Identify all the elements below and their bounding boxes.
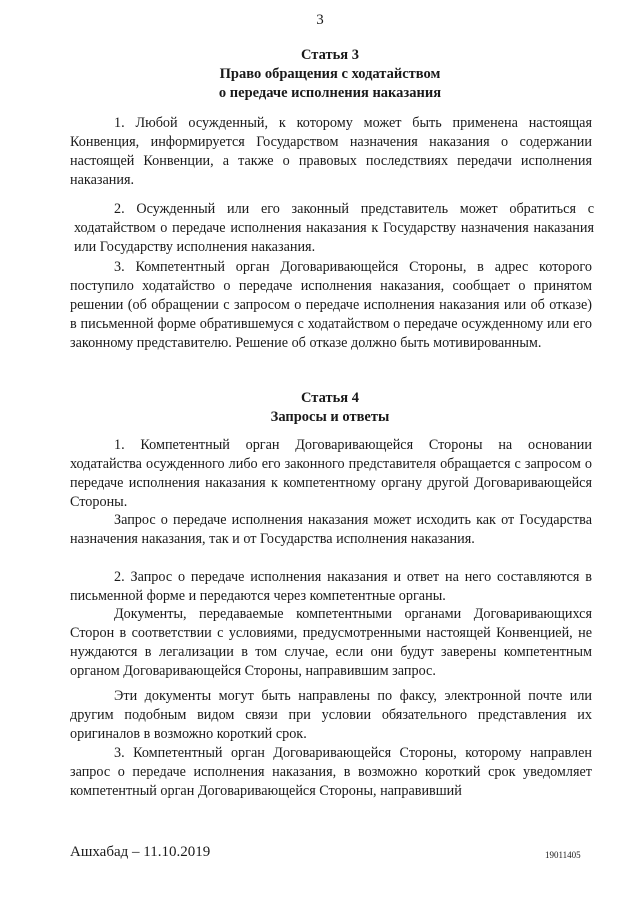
article-3-paragraph-3: 3. Компетентный орган Договаривающейся Стороны, в адрес которого поступило ходатайство о передаче исполнения наказания, сообщает о принятом решении (об обращении с запросом о передаче исполнения наказания или об отказе) в письменной форме обратившемуся с ходатайством о передаче осужденному или его законному представителю. Решение об отказе должно быть мотивированным. [70,259,592,351]
article-4-paragraph-6: 3. Компетентный орган Договаривающейся Стороны, которому направлен запрос о передаче исполнения наказания, в возможно короткий срок уведомляет компетентный орган Договаривающейся Стороны, направивший [70,745,592,799]
footer-document-code: 19011405 [545,850,581,860]
article-4-paragraph-5: Эти документы могут быть направлены по факсу, электронной почте или другим подобным видом связи при условии обязательного представления их оригиналов в возможно короткий срок. [70,688,592,742]
article-4-paragraph-4: Документы, передаваемые компетентными органами Договаривающихся Сторон в соответствии с условиями, предусмотренными настоящей Конвенцией, не нуждаются в легализации в том случае, если они будут заверены компетентным органом Договаривающейся Стороны, направившим запрос. [70,606,592,679]
article-4-paragraph-3: 2. Запрос о передаче исполнения наказания и ответ на него составляются в письменной форме и передаются через компетентные органы. [70,569,592,604]
page-number: 3 [316,12,324,28]
article-3-title-line1: Право обращения с ходатайством [219,66,441,82]
article-4-heading [60,389,600,427]
article-3-paragraph-2: 2. Осужденный или его законный представитель может обратиться с ходатайством о передаче исполнения наказания к Государству назначения наказания или Государству исполнения наказания. [74,201,594,255]
article-3-heading [60,46,600,103]
footer-place-date: Ашхабад – 11.10.2019 [70,844,211,860]
article-3-title-line2: о передаче исполнения наказания [218,85,442,101]
article-4-title: Запросы и ответы [270,409,390,425]
article-3-number: Статья 3 [301,47,359,63]
article-4-paragraph-1: 1. Компетентный орган Договаривающейся Стороны на основании ходатайства осужденного либо его законного представителя обращается с запросом о передаче исполнения наказания к компетентному органу другой Договаривающейся Стороны. [70,437,592,510]
article-3-paragraph-1: 1. Любой осужденный, к которому может быть применена настоящая Конвенция, информируется Государством назначения наказания о содержании настоящей Конвенции, а также о правовых последствиях передачи исполнения наказания. [70,115,592,188]
article-4-paragraph-2: Запрос о передаче исполнения наказания может исходить как от Государства назначения наказания, так и от Государства исполнения наказания. [70,512,592,547]
article-4-number: Статья 4 [301,390,359,406]
